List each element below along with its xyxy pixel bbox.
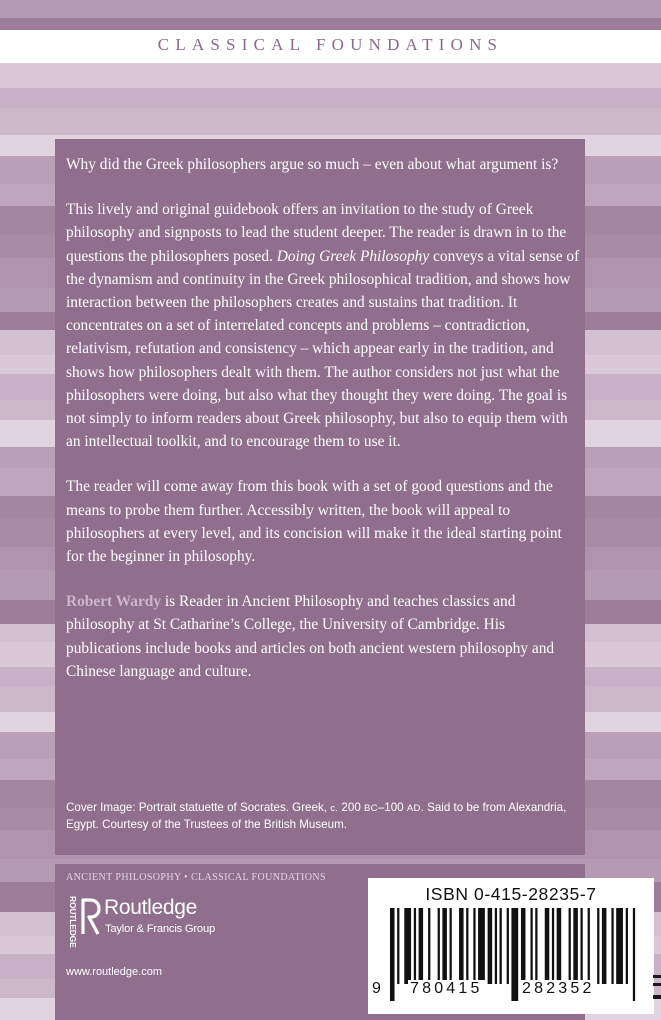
barcode-bar xyxy=(545,908,550,984)
book-title: Doing Greek Philosophy xyxy=(276,247,430,265)
blurb-question: Why did the Greek philosophers argue so much – even about what argument is? xyxy=(66,156,559,173)
blurb-panel xyxy=(55,139,585,855)
background-stripe xyxy=(0,88,661,108)
barcode-bar xyxy=(419,908,424,984)
barcode-bar xyxy=(535,908,537,984)
subject-categories: ANCIENT PHILOSOPHY • CLASSICAL FOUNDATIONS xyxy=(66,872,326,883)
barcode-bar xyxy=(580,908,582,984)
barcode-bar xyxy=(390,908,395,1001)
barcode-bar xyxy=(500,908,502,984)
barcode-bar xyxy=(626,908,628,984)
barcode-bar xyxy=(459,908,464,984)
ean-left-digits: 780415 xyxy=(410,980,483,997)
barcode-bar xyxy=(428,908,430,984)
barcode-bar xyxy=(466,908,468,984)
isbn-number: ISBN 0-415-28235-7 xyxy=(425,884,597,904)
ean-lead-digit: 9 xyxy=(372,980,381,997)
blurb-closing: The reader will come away from this book with a set of good questions and the means to probe them further. Accessibly written, the book will appeal to philosophers at every level, and its concision will make it the ideal starting point for the beginner in philosophy. xyxy=(66,478,562,566)
barcode-bar xyxy=(633,908,635,1001)
blurb-description-part1: This lively and original guidebook offers an invitation to the study of Greek philosophy and signposts to lead the student deeper. The reader is drawn in to the questions the philosophers posed. xyxy=(66,201,567,265)
publisher-website: www.routledge.com xyxy=(66,966,162,978)
barcode-bar xyxy=(438,908,440,984)
barcode-bar xyxy=(611,908,613,984)
author-bio-text: is Reader in Ancient Philosophy and teaches classics and philosophy at St Catharine’s College, the University of Cambridge. His publications include books and articles on both ancient western philosophy and Chinese language and culture. xyxy=(66,593,555,680)
barcode-bar xyxy=(521,908,526,984)
background-stripe xyxy=(0,108,661,135)
barcode-bar xyxy=(478,908,485,984)
ean-right-digits: 282352 xyxy=(522,980,595,997)
background-stripe xyxy=(0,62,661,88)
barcode-bar xyxy=(597,908,599,984)
barcode-bar xyxy=(507,908,509,984)
barcode-bar xyxy=(488,908,493,984)
barcode-bar xyxy=(569,908,571,984)
series-title: CLASSICAL FOUNDATIONS xyxy=(157,35,504,54)
barcode-bar xyxy=(511,908,518,1001)
blurb-description xyxy=(66,198,581,453)
barcode-bar xyxy=(602,908,607,984)
barcode-bar xyxy=(397,908,399,984)
barcode-bar xyxy=(573,908,578,984)
publisher-name: Routledge xyxy=(104,896,198,919)
blurb-description-part2: conveys a vital sense of the dynamism and continuity in the Greek philosophical tradition, and shows how interaction between the philosophers creates and sustains that tradition. It concentrates on a set of interrelated concepts and problems – contradiction, relativism, refutation and consistency – which appear early in the tradition, and shows how philosophers dealt with them. The author considers not just what the philosophers were doing, but also what they thought they were doing. The goal is not simply to inform readers about Greek philosophy, but also to equip them with an intellectual toolkit, and to encourage them to use it. xyxy=(66,247,580,451)
author-name: Robert Wardy xyxy=(66,593,162,611)
barcode-bar xyxy=(552,908,554,984)
barcode-bar xyxy=(530,908,532,984)
barcode-bar xyxy=(588,908,590,984)
barcode-bar xyxy=(414,908,416,984)
barcode-bar xyxy=(404,908,411,984)
barcode-bar xyxy=(557,908,562,984)
barcode-bar xyxy=(495,908,497,984)
isbn-barcode-box xyxy=(368,878,654,1014)
trim-marks xyxy=(653,975,661,1020)
blurb-text-block xyxy=(66,153,581,683)
publisher-group: Taylor & Francis Group xyxy=(105,923,215,935)
routledge-mark-icon xyxy=(79,896,101,936)
barcode-bar xyxy=(442,908,447,984)
publisher-logo xyxy=(66,894,226,948)
background-stripe xyxy=(0,0,661,18)
barcode-bar xyxy=(473,908,475,984)
cover-image-credit: Cover Image: Portrait statuette of Socrates. Greek, c. 200 BC–100 AD. Said to be from Alexandria, Egypt. Courtesy of the Trustees of the British Museum. xyxy=(66,801,567,831)
author-bio xyxy=(66,590,581,683)
publisher-vertical-wordmark: ROUTLEDGE xyxy=(68,896,78,948)
barcode-bar xyxy=(616,908,623,984)
barcode-bar xyxy=(450,908,452,984)
